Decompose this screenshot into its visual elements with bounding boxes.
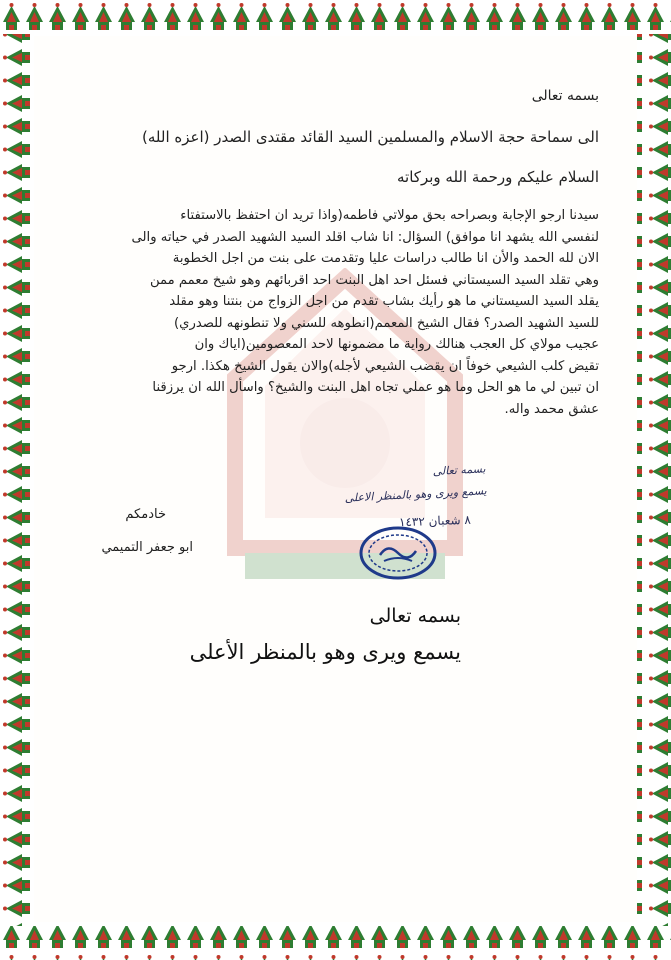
letter-addressee: الى سماحة حجة الاسلام والمسلمين السيد القائد مقتدى الصدر (اعزه الله) — [142, 128, 599, 146]
body-line: الان لله الحمد والأن انا طالب دراسات عليا وتقدمت على بنت من اجل الخطوبة — [172, 251, 599, 266]
office-stamp — [358, 525, 438, 581]
body-line: سيدنا ارجو الإجابة وبصراحه بحق مولاتي فاطمه(واذا تريد ان احتفظ بالاستفتاء — [180, 208, 599, 223]
body-line: للسيد الشهيد الصدر؟ فقال الشيخ المعمم(انطوهه للسني ولا تنطونهه للصدري) — [173, 315, 599, 331]
body-line: لنفسي الله يشهد انا موافق) السؤال: انا شاب اقلد السيد الشهيد الصدر في حياته والى — [131, 229, 599, 245]
body-line: عجيب مولاي كل العجب هنالك رواية ما مضمونها لاحد المعصومين(اياك وان — [194, 337, 599, 352]
handwritten-date: ٨ شعبان ١٤٣٢ — [398, 512, 472, 530]
body-line: يقلد السيد السيستاني ما هو رأيك بشاب تقدم من اجل الزواج من بنتنا وهو مقلد — [169, 294, 599, 309]
letter-body — [59, 205, 599, 420]
body-line: تقيض كلب الشيعي خوفاً ان يقضب الشيعي لأجله)والان يقول الشيخ هكذا. ارجو — [171, 358, 599, 374]
letter-closing: خادمكم — [125, 507, 166, 522]
handwritten-line-1: بسمه تعالى — [432, 462, 486, 479]
body-line: ان تبين لي ما هو الحل وما هو عملي تجاه اهل البنت والشيخ؟ واسأل الله ان يرزقنا — [152, 380, 599, 395]
handwritten-line-2: يسمع ويرى وهو بالمنظر الاعلى — [344, 484, 487, 505]
body-line: عشق محمد واله. — [504, 401, 599, 417]
letter-heading: بسمه تعالى — [531, 88, 599, 104]
letter-signer: ابو جعفر التميمي — [101, 540, 193, 555]
reply-text: يسمع ويرى وهو بالمنظر الأعلى — [189, 640, 461, 664]
body-line: وهي تقلد السيد السيستاني فسئل احد اهل البنت احد اقربائهم وهو شيخ معمم ممن — [149, 272, 599, 288]
reply-heading: بسمه تعالى — [369, 605, 461, 627]
letter-greeting: السلام عليكم ورحمة الله وبركاته — [397, 168, 599, 186]
handwritten-note — [343, 458, 487, 509]
